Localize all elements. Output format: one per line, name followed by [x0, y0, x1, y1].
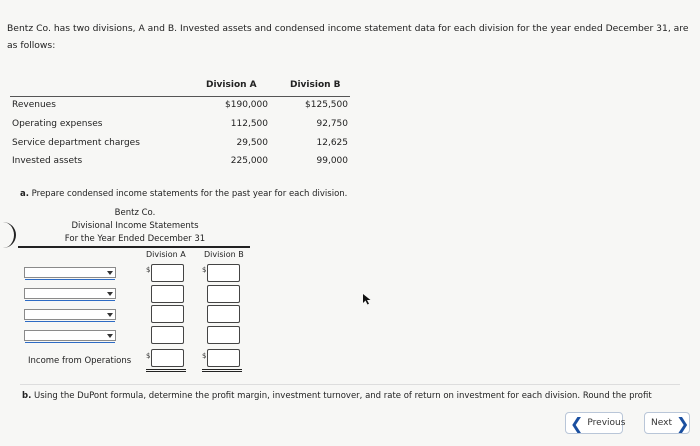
revenues-division-a: $190,000 [225, 100, 268, 110]
header-division-a: Division A [206, 80, 257, 90]
line-item-dropdown-1[interactable] [24, 267, 116, 278]
statement-header-rule [18, 246, 250, 248]
division-a-input-1[interactable] [151, 264, 184, 282]
double-rule-b-2 [202, 371, 242, 372]
line-item-dropdown-4[interactable] [24, 330, 116, 341]
chevron-right-icon: ❯ [675, 413, 690, 433]
part-a-label: a. [20, 189, 29, 199]
part-b-prompt [22, 391, 652, 401]
division-b-input-2[interactable] [207, 285, 240, 303]
dollar-sign: $ [202, 352, 207, 360]
row-label-operating-expenses: Operating expenses [12, 119, 103, 129]
next-button[interactable] [644, 412, 690, 434]
division-b-income-input[interactable] [207, 349, 240, 367]
invested-assets-division-a: 225,000 [230, 156, 268, 166]
previous-label: Previous [587, 418, 626, 428]
double-rule-a [146, 369, 186, 370]
service-charges-division-a: 29,500 [236, 138, 268, 148]
service-charges-division-b: 12,625 [316, 138, 348, 148]
division-a-input-3[interactable] [151, 305, 184, 323]
dollar-sign: $ [146, 352, 151, 360]
chevron-left-icon: ❮ [570, 413, 584, 433]
invested-assets-division-b: 99,000 [316, 156, 348, 166]
dollar-sign: $ [146, 266, 151, 274]
income-from-operations-label: Income from Operations [28, 356, 132, 366]
operating-expenses-division-b: 92,750 [316, 119, 348, 129]
line-item-dropdown-2[interactable] [24, 288, 116, 299]
division-b-input-3[interactable] [207, 305, 240, 323]
statement-period: For the Year Ended December 31 [64, 234, 206, 244]
double-rule-a-2 [146, 371, 186, 372]
statement-title: Divisional Income Statements [71, 221, 199, 231]
previous-button[interactable] [565, 412, 626, 434]
dollar-sign: $ [202, 266, 207, 274]
division-b-input-4[interactable] [207, 326, 240, 344]
row-label-service-charges: Service department charges [12, 138, 140, 148]
row-label-invested-assets: Invested assets [12, 156, 83, 166]
problem-intro: Bentz Co. has two divisions, A and B. Invested assets and condensed income statement data for each division for the year ended December 31, are as follows: [7, 23, 689, 51]
double-rule-b [202, 369, 242, 370]
part-a-text: Prepare condensed income statements for the past year for each division. [31, 189, 348, 199]
mouse-cursor-icon [362, 293, 372, 305]
statement-col-division-a: Division A [146, 250, 186, 259]
table-header-rule [10, 96, 350, 97]
row-label-revenues: Revenues [12, 100, 56, 110]
company-name: Bentz Co. [114, 208, 156, 218]
statement-col-division-b: Division B [204, 250, 244, 259]
division-a-income-input[interactable] [151, 349, 184, 367]
part-a-prompt [20, 189, 347, 199]
part-b-text: Using the DuPont formula, determine the profit margin, investment turnover, and rate of return on investment for each division. Round the profit [34, 391, 652, 401]
next-label: Next [651, 418, 672, 428]
operating-expenses-division-a: 112,500 [230, 119, 268, 129]
revenues-division-b: $125,500 [305, 100, 348, 110]
division-a-input-4[interactable] [151, 326, 184, 344]
section-bracket [0, 222, 16, 248]
line-item-dropdown-3[interactable] [24, 309, 116, 320]
part-b-label: b. [22, 391, 32, 401]
division-a-input-2[interactable] [151, 285, 184, 303]
division-b-input-1[interactable] [207, 264, 240, 282]
header-division-b: Division B [290, 80, 341, 90]
